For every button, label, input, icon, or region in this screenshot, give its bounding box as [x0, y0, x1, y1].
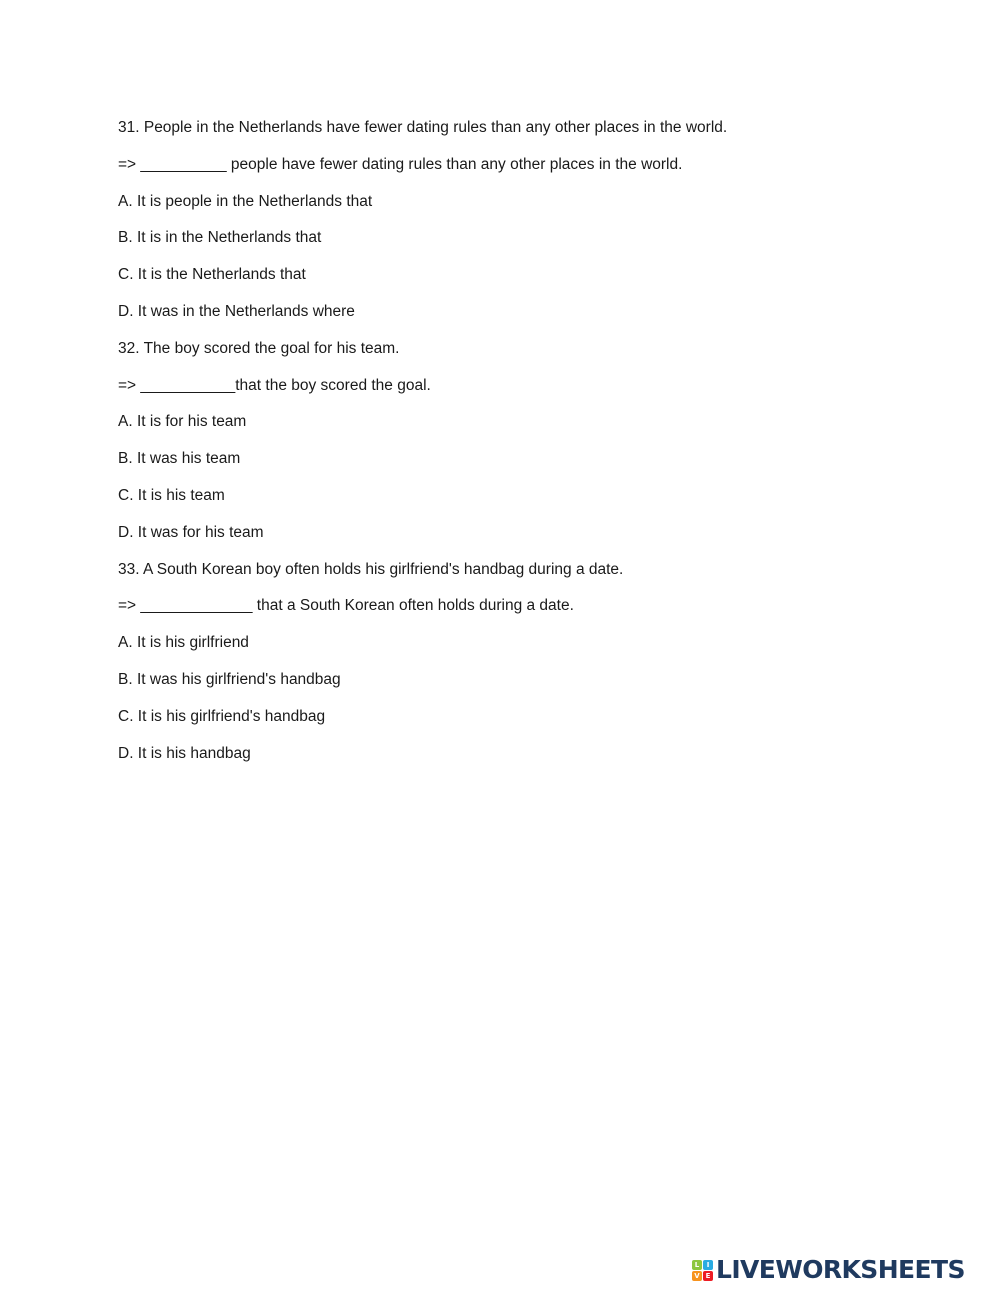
- option-c: C. It is his team: [118, 486, 225, 504]
- option-b: B. It is in the Netherlands that: [118, 229, 322, 247]
- option-c: C. It is his girlfriend's handbag: [118, 707, 326, 725]
- question-prompt: 32. The boy scored the goal for his team.: [118, 339, 400, 357]
- liveworksheets-logo: [692, 1256, 965, 1284]
- rewrite-prompt: => ___________that the boy scored the goal.: [118, 376, 431, 394]
- question-33: [118, 560, 938, 764]
- option-d: D. It was in the Netherlands where: [118, 302, 355, 320]
- rewrite-prompt: => _____________ that a South Korean often holds during a date.: [118, 597, 574, 615]
- question-31: [118, 118, 938, 322]
- option-c: C. It is the Netherlands that: [118, 266, 306, 284]
- option-d: D. It is his handbag: [118, 744, 251, 762]
- option-b: B. It was his girlfriend's handbag: [118, 670, 341, 688]
- logo-wordmark: LIVEWORKSHEETS: [716, 1255, 965, 1284]
- option-a: A. It is people in the Netherlands that: [118, 192, 373, 210]
- option-a: A. It is for his team: [118, 413, 247, 431]
- rewrite-prompt: => __________ people have fewer dating rules than any other places in the world.: [118, 155, 683, 173]
- logo-mark-icon: [692, 1260, 713, 1281]
- question-32: [118, 339, 938, 543]
- logo-letter-i: I: [703, 1260, 713, 1270]
- question-prompt: 33. A South Korean boy often holds his girlfriend's handbag during a date.: [118, 560, 624, 578]
- logo-letter-e: E: [703, 1271, 713, 1281]
- option-a: A. It is his girlfriend: [118, 634, 249, 652]
- option-d: D. It was for his team: [118, 523, 264, 541]
- logo-letter-v: V: [692, 1271, 702, 1281]
- logo-letter-l: L: [692, 1260, 702, 1270]
- worksheet: [118, 118, 938, 780]
- option-b: B. It was his team: [118, 450, 241, 468]
- question-prompt: 31. People in the Netherlands have fewer dating rules than any other places in the world.: [118, 119, 728, 136]
